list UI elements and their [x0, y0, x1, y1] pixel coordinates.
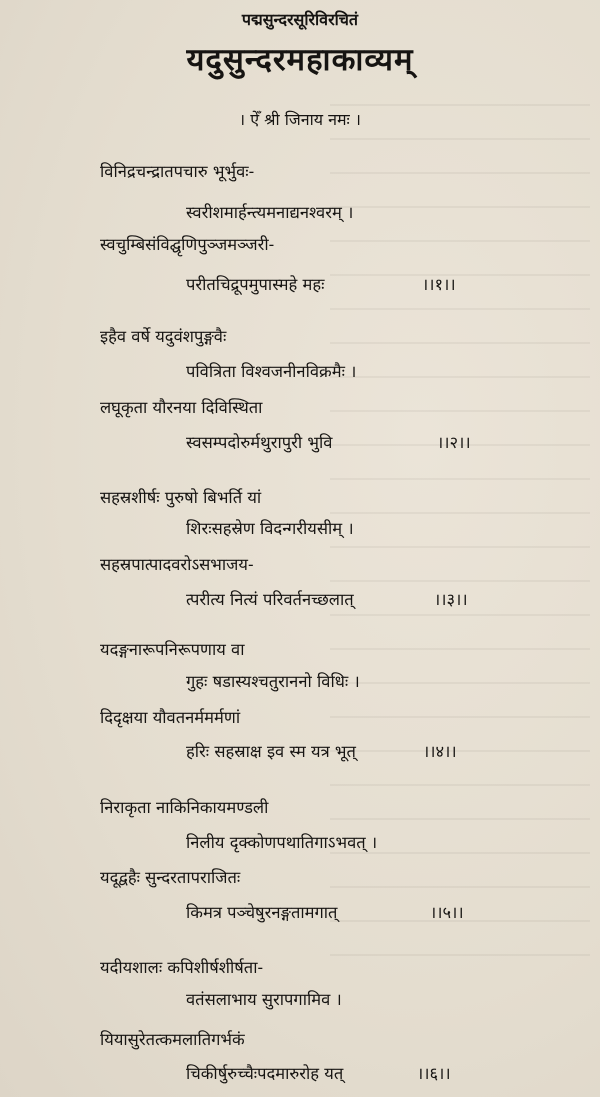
verse-2-line-4: स्वसम्पदोरुर्मथुरापुरी भुवि	[186, 433, 333, 452]
verse-4-line-3: दिदृक्षया यौवतनर्ममर्मणां	[100, 708, 241, 727]
verse-1-line-2: स्वरीशमार्हन्त्यमनाद्यनश्वरम् ।	[186, 203, 354, 222]
verse-5-line-4: किमत्र पञ्चेषुरनङ्गतामगात्	[186, 903, 338, 922]
verse-6-line-1: यदीयशालः कपिशीर्षशीर्षता-	[100, 958, 264, 977]
verse-1-line-1: विनिद्रचन्द्रातपचारु भूर्भुवः-	[100, 162, 255, 181]
verse-6-line-3: यियासुरेतत्कमलातिगर्भकं	[100, 1030, 245, 1049]
page-title: यदुसुन्दरमहाकाव्यम्	[186, 42, 414, 78]
verse-1-line-3: स्वचुम्बिसंविद्घृणिपुञ्जमञ्जरी-	[100, 235, 275, 254]
verse-2-line-1: इहैव वर्षे यदुवंशपुङ्गवैः	[100, 327, 227, 346]
verse-5-line-3: यदूद्वहैः सुन्दरतापराजितः	[100, 868, 241, 887]
verse-6-line-2: वतंसलाभाय सुरापगामिव ।	[186, 990, 342, 1009]
verse-4-line-4: हरिः सहस्राक्ष इव स्म यत्र भूत्	[186, 742, 356, 761]
verse-2-line-2: पवित्रिता विश्वजनीनविक्रमैः ।	[186, 362, 357, 381]
verse-3-line-3: सहस्रपात्पादवरोऽसभाजय-	[100, 555, 254, 574]
verse-1-number: ।।१।।	[422, 275, 456, 294]
verse-5-line-1: निराकृता नाकिनिकायमण्डली	[100, 798, 269, 817]
verse-4-number: ।।४।।	[423, 742, 457, 761]
verse-3-line-4: त्परीत्य नित्यं परिवर्तनच्छलात्	[186, 590, 354, 609]
verse-2-number: ।।२।।	[437, 433, 471, 452]
verse-3-number: ।।३।।	[434, 590, 468, 609]
verse-5-number: ।।५।।	[430, 903, 464, 922]
author-line: पद्मसुन्दरसूरिविरचितं	[241, 10, 359, 29]
verse-6-number: ।।६।।	[417, 1064, 451, 1083]
verse-4-line-1: यदङ्गनारूपनिरूपणाय वा	[100, 640, 245, 659]
verse-1-line-4: परीतचिद्रूपमुपास्महे महः	[186, 275, 325, 294]
verse-4-line-2: गुहः षडास्यश्चतुराननो विधिः ।	[186, 672, 360, 691]
invocation: । ऐँ श्री जिनाय नमः ।	[239, 110, 361, 129]
verse-3-line-2: शिरःसहस्रेण विदन्गरीयसीम् ।	[186, 519, 354, 538]
verse-6-line-4: चिकीर्षुरुच्चैःपदमारुरोह यत्	[186, 1064, 344, 1083]
verse-3-line-1: सहस्रशीर्षः पुरुषो बिभर्ति यां	[100, 488, 262, 507]
verse-2-line-3: लघूकृता यौरनया दिविस्थिता	[100, 398, 263, 417]
verse-5-line-2: निलीय दृक्कोणपथातिगाऽभवत् ।	[186, 833, 378, 852]
